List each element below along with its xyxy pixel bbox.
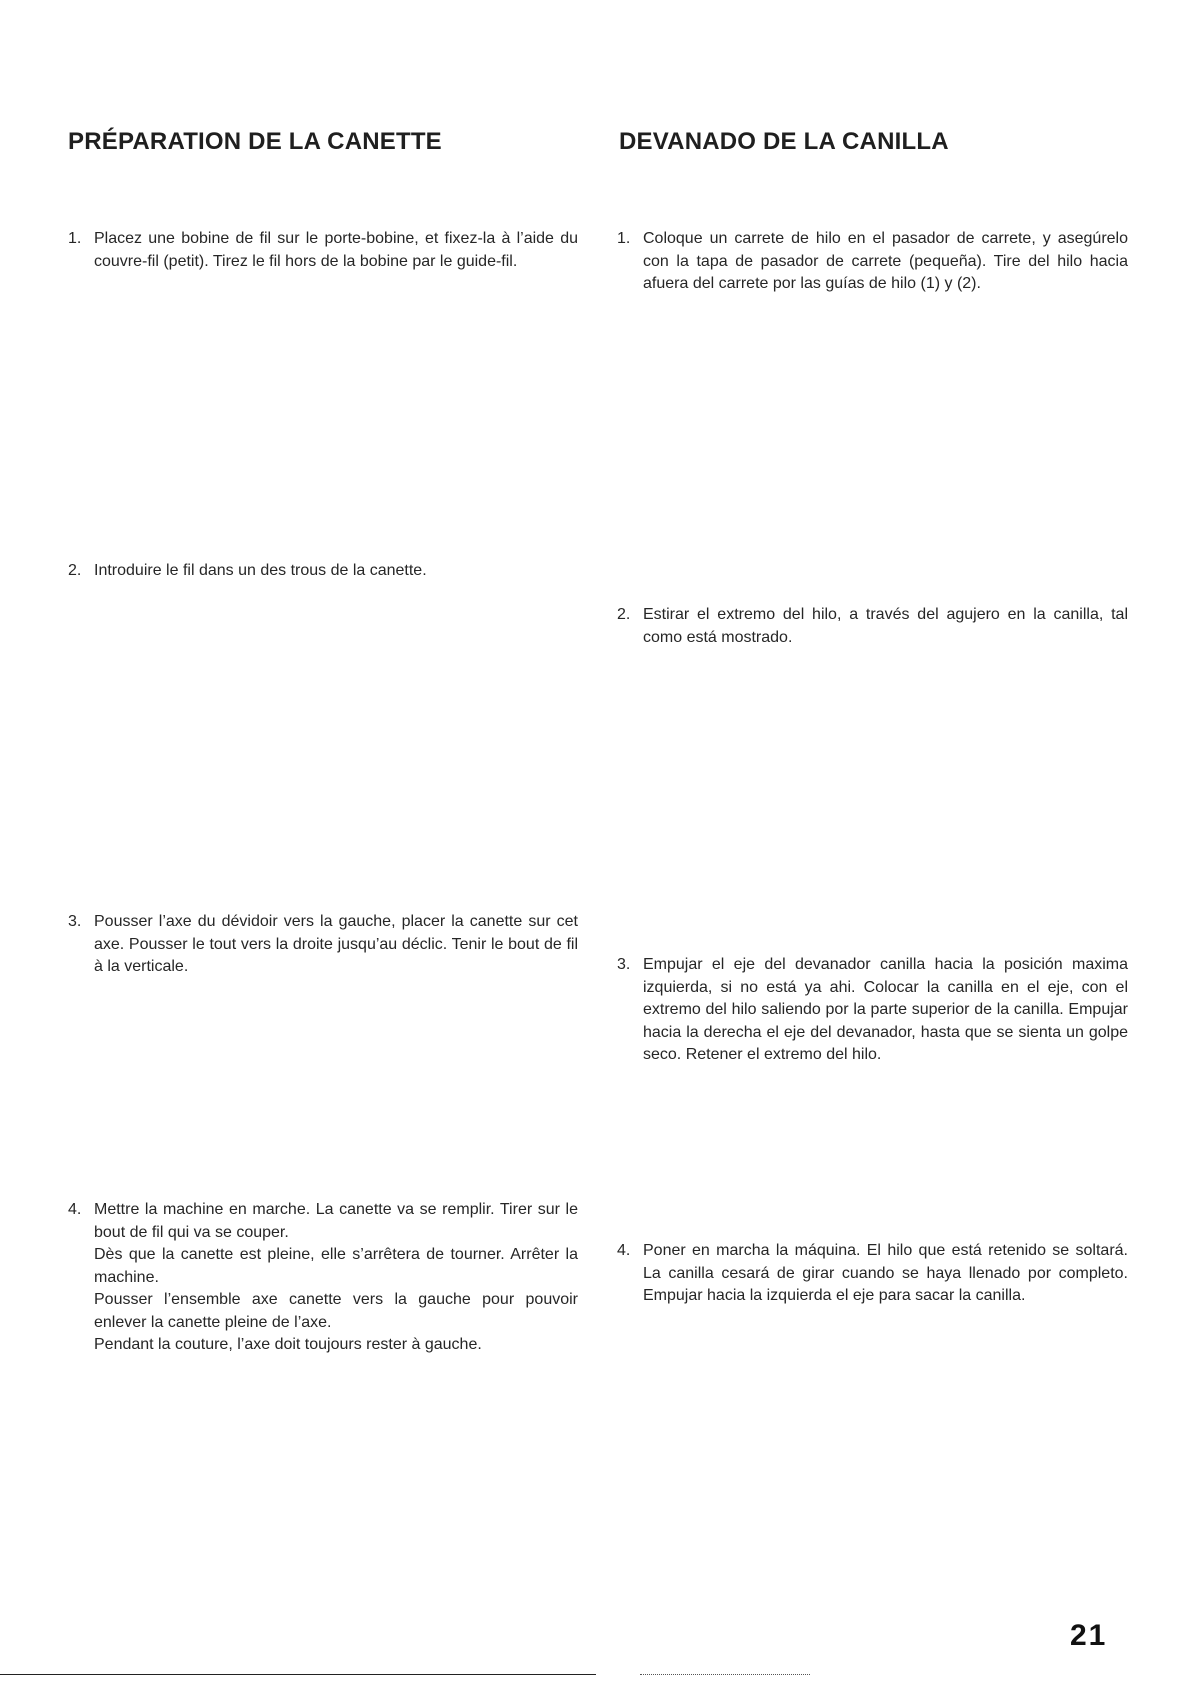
- step-text: Empujar el eje del devanador canilla hacia la posición maxima izquierda, si no está ya ahi. Colocar la canilla en el eje, con el extremo del hilo saliendo por la parte superior de la canilla. Empujar hacia la derecha el eje del devanador, hasta que se sienta un golpe seco. Retener el extremo del hilo.: [643, 956, 1128, 1063]
- french-step-2: [68, 560, 578, 583]
- step-number: 1.: [617, 230, 631, 247]
- spanish-step-3: [617, 954, 1128, 1067]
- step-number: 2.: [68, 562, 82, 579]
- step-text: Pendant la couture, l’axe doit toujours rester à gauche.: [94, 1336, 482, 1353]
- french-step-1: [68, 228, 578, 273]
- step-text: Poner en marcha la máquina. El hilo que está retenido se soltará. La canilla cesará de girar cuando se haya llenado por completo. Empujar hacia la izquierda el eje para sacar la canilla.: [643, 1242, 1128, 1304]
- step-text: Estirar el extremo del hilo, a través del agujero en la canilla, tal como está mostrado.: [643, 606, 1128, 646]
- spanish-step-1: [617, 228, 1128, 296]
- french-step-4: [68, 1199, 578, 1357]
- french-step-3: [68, 911, 578, 979]
- step-text: Placez une bobine de fil sur le porte-bobine, et fixez-la à l’aide du couvre-fil (petit). Tirez le fil hors de la bobine par le guide-fil.: [94, 230, 578, 270]
- step-text: Coloque un carrete de hilo en el pasador de carrete, y asegúrelo con la tapa de pasador de carrete (pequeña). Tire del hilo hacia afuera del carrete por las guías de hilo (1) y (2).: [643, 230, 1128, 292]
- french-section-title: PRÉPARATION DE LA CANETTE: [68, 128, 442, 155]
- step-number: 3.: [617, 956, 631, 973]
- step-number: 2.: [617, 606, 631, 623]
- step-text: Dès que la canette est pleine, elle s’arrêtera de tourner. Arrêter la machine.: [94, 1246, 578, 1286]
- step-number: 1.: [68, 230, 82, 247]
- step-text: Mettre la machine en marche. La canette va se remplir. Tirer sur le bout de fil qui va se couper.: [94, 1201, 578, 1241]
- step-number: 3.: [68, 913, 82, 930]
- spanish-section-title: DEVANADO DE LA CANILLA: [619, 128, 949, 155]
- step-text: Pousser l’axe du dévidoir vers la gauche, placer la canette sur cet axe. Pousser le tout vers la droite jusqu’au déclic. Tenir le bout de fil à la verticale.: [94, 913, 578, 975]
- footer-dotted-rule: [640, 1674, 810, 1676]
- page-number: 21: [1070, 1619, 1108, 1652]
- spanish-step-2: [617, 604, 1128, 649]
- step-text: Pousser l’ensemble axe canette vers la gauche pour pouvoir enlever la canette pleine de l’axe.: [94, 1291, 578, 1331]
- step-number: 4.: [68, 1201, 82, 1218]
- footer-rule: [0, 1674, 596, 1675]
- step-number: 4.: [617, 1242, 631, 1259]
- spanish-step-4: [617, 1240, 1128, 1308]
- step-text: Introduire le fil dans un des trous de la canette.: [94, 562, 427, 579]
